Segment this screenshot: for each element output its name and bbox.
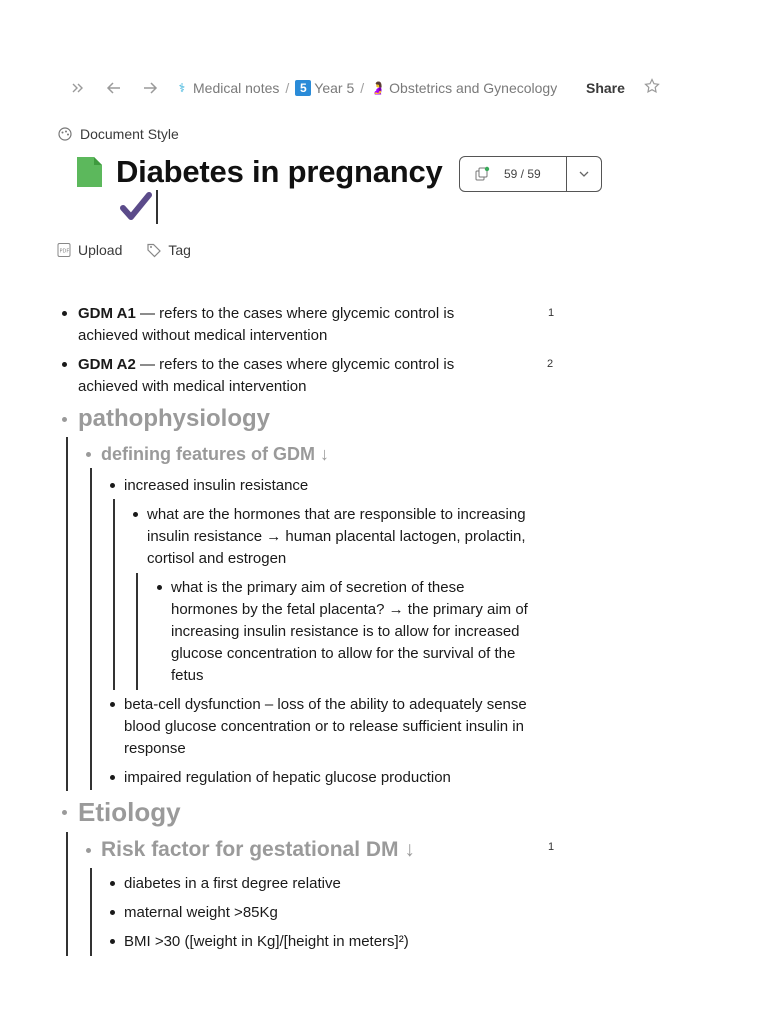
list-item[interactable] [147, 504, 587, 570]
list-item[interactable]: maternal weight >85Kg [124, 904, 278, 921]
item-text-line: response [124, 740, 186, 757]
medical-symbol-icon: ⚕ [178, 81, 186, 95]
heading-risk-factor[interactable]: Risk factor for gestational DM ↓ [101, 838, 415, 861]
upload-label: Upload [78, 242, 123, 258]
bullet [86, 452, 91, 457]
item-text-line: achieved without medical intervention [78, 327, 328, 344]
bullet [62, 417, 67, 422]
heading-defining-features[interactable]: defining features of GDM ↓ [101, 444, 330, 464]
bullet [110, 881, 115, 886]
bullet [62, 362, 67, 367]
reference-count[interactable]: 2 [547, 358, 554, 370]
item-text: — refers to the cases where glycemic control is [135, 305, 455, 322]
list-item[interactable]: increased insulin resistance [124, 477, 309, 494]
indent-guide [136, 573, 138, 690]
heading-pathophysiology[interactable]: pathophysiology [78, 405, 270, 432]
bullet [110, 939, 115, 944]
item-text-line: cortisol and estrogen [147, 550, 287, 567]
list-item[interactable]: BMI >30 ([weight in Kg]/[height in meters]²) [124, 933, 409, 950]
counter-value: 59 / 59 [504, 167, 541, 181]
item-text-line: what is the primary aim of secretion of these [171, 579, 465, 596]
svg-text:PDF: PDF [59, 248, 70, 255]
bullet [110, 483, 115, 488]
breadcrumb-label: Year 5 [314, 80, 355, 96]
list-item[interactable]: impaired regulation of hepatic glucose production [124, 769, 451, 786]
indent-guide [90, 468, 92, 790]
bullet [86, 848, 91, 853]
bullet [62, 311, 67, 316]
list-item[interactable] [171, 577, 591, 687]
item-text-line: blood glucose concentration or to release sufficient insulin in [124, 718, 524, 735]
bullet [62, 810, 67, 815]
term: GDM A1 [78, 305, 136, 322]
bullet [110, 775, 115, 780]
keycap-five-icon: 5 [295, 80, 311, 96]
indent-guide [113, 499, 115, 690]
reference-count[interactable]: 1 [548, 307, 555, 319]
bullet [110, 910, 115, 915]
breadcrumb-label: Medical notes [193, 80, 280, 96]
indent-guide [66, 437, 68, 791]
list-item[interactable] [78, 303, 518, 347]
item-text-line: hormones by the fetal placenta? → the primary aim of [171, 601, 528, 618]
list-item[interactable] [124, 694, 594, 760]
item-text-line: what are the hormones that are responsible to increasing [147, 506, 526, 523]
list-item[interactable] [78, 354, 518, 398]
list-item[interactable]: diabetes in a first degree relative [124, 875, 341, 892]
item-text: — refers to the cases where glycemic control is [135, 356, 455, 373]
indent-guide [90, 868, 92, 956]
item-text-line: insulin resistance → human placental lactogen, prolactin, [147, 528, 526, 545]
item-text-line: achieved with medical intervention [78, 378, 307, 395]
bullet [133, 512, 138, 517]
heading-etiology[interactable]: Etiology [78, 797, 181, 827]
breadcrumb-separator: / [360, 80, 365, 96]
breadcrumb-label: Obstetrics and Gynecology [389, 80, 558, 96]
reference-count[interactable]: 1 [548, 841, 555, 853]
tag-label: Tag [168, 242, 191, 258]
indent-guide [66, 832, 68, 956]
document-style-label: Document Style [80, 126, 179, 142]
bullet [110, 702, 115, 707]
term: GDM A2 [78, 356, 136, 373]
pregnant-woman-icon: 🤰 [370, 81, 386, 95]
item-text-line: increasing insulin resistance is to allow for increased [171, 623, 520, 640]
bullet [157, 585, 162, 590]
item-text-line: glucose concentration to allow for the survival of the [171, 645, 516, 662]
page-title[interactable]: Diabetes in pregnancy [116, 154, 443, 189]
share-button[interactable]: Share [586, 80, 625, 96]
item-text-line: beta-cell dysfunction – loss of the ability to adequately sense [124, 696, 527, 713]
breadcrumb-separator: / [285, 80, 290, 96]
item-text-line: fetus [171, 667, 204, 684]
